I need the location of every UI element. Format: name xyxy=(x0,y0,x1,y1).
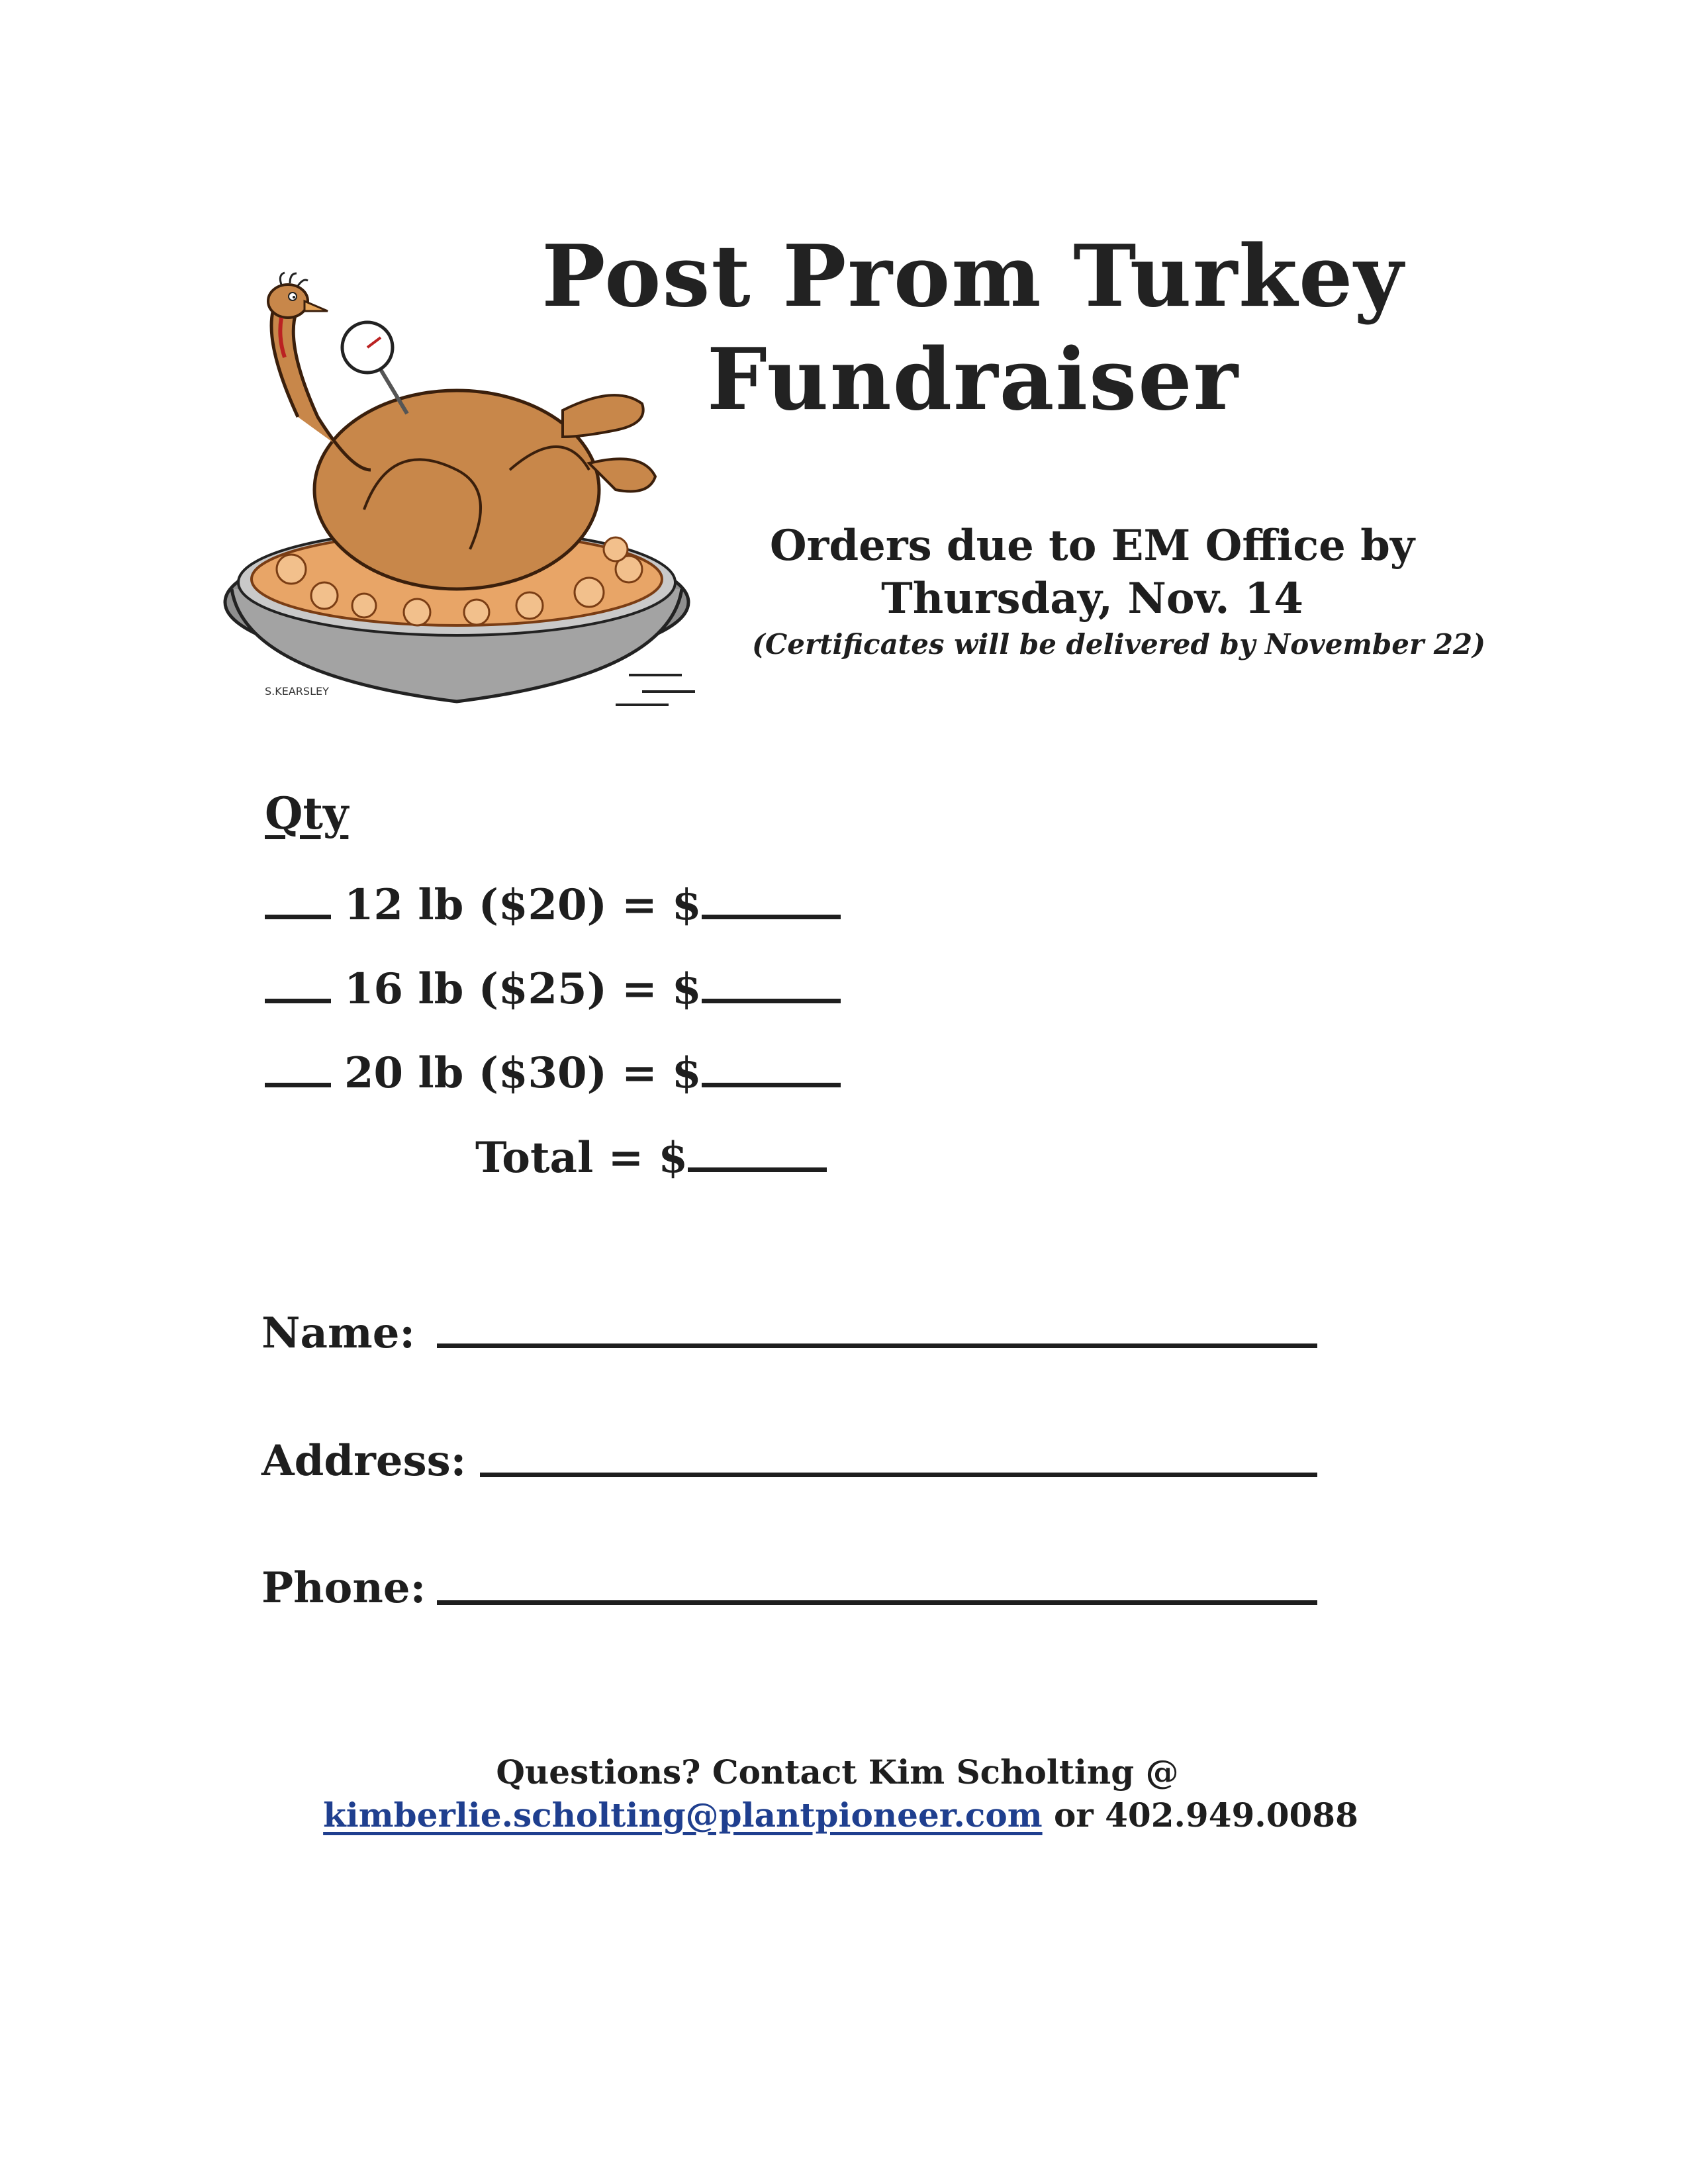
address-field-row xyxy=(261,1435,466,1488)
certificate-delivery-note: (Certificates will be delivered by November 22) xyxy=(751,628,1486,660)
artist-signature: S.KEARSLEY xyxy=(265,685,329,698)
phone-field-row xyxy=(261,1562,426,1615)
order-item-label: 20 lb ($30) = $ xyxy=(344,1048,702,1098)
address-label: Address: xyxy=(261,1436,467,1486)
phone-label: Phone: xyxy=(261,1563,426,1613)
order-deadline-line-1: Orders due to EM Office by xyxy=(769,521,1415,570)
name-field-row xyxy=(261,1307,415,1360)
title-line-1: Post Prom Turkey xyxy=(541,227,1405,326)
contact-details xyxy=(311,1794,1370,1837)
title-line-2: Fundraiser xyxy=(706,330,1240,430)
order-deadline-line-2: Thursday, Nov. 14 xyxy=(881,574,1303,623)
name-field-line[interactable] xyxy=(437,1343,1317,1348)
qty-blank-16lb[interactable] xyxy=(265,999,331,1003)
name-label: Name: xyxy=(261,1308,416,1358)
order-row-16lb xyxy=(265,963,841,1016)
contact-email-link[interactable]: kimberlie.scholting@plantpioneer.com xyxy=(323,1796,1043,1835)
order-row-12lb xyxy=(265,879,841,932)
page-title xyxy=(516,225,1430,432)
phone-field-line[interactable] xyxy=(437,1600,1317,1605)
amount-blank-12lb[interactable] xyxy=(702,915,841,919)
total-amount-blank[interactable] xyxy=(688,1167,827,1172)
amount-blank-16lb[interactable] xyxy=(702,999,841,1003)
order-total-row xyxy=(475,1132,827,1185)
total-label: Total = $ xyxy=(475,1133,688,1183)
qty-heading: Qty xyxy=(265,788,349,839)
qty-blank-20lb[interactable] xyxy=(265,1083,331,1087)
order-item-label: 12 lb ($20) = $ xyxy=(344,880,702,930)
questions-contact: Questions? Contact Kim Scholting @ xyxy=(496,1752,1179,1792)
amount-blank-20lb[interactable] xyxy=(702,1083,841,1087)
contact-phone: or 402.949.0088 xyxy=(1054,1796,1358,1835)
order-deadline xyxy=(722,520,1463,625)
address-field-line[interactable] xyxy=(480,1473,1317,1477)
order-item-label: 16 lb ($25) = $ xyxy=(344,964,702,1014)
qty-blank-12lb[interactable] xyxy=(265,915,331,919)
order-row-20lb xyxy=(265,1047,841,1100)
